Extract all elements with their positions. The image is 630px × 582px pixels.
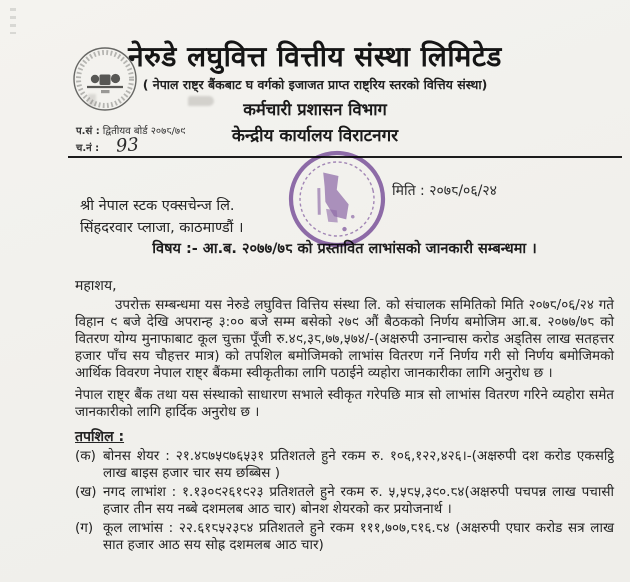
recipient-line-1: श्री नेपाल स्टक एक्सचेन्ज लि.	[80, 198, 235, 214]
letter-body	[0, 238, 630, 553]
org-name: नेरुडे लघुवित्त वित्तीय संस्था लिमिटेड	[128, 40, 502, 73]
body-paragraph-1: उपरोक्त सम्बन्धमा यस नेरुडे लघुवित्त वित्तिय संस्था लि. को संचालक समितिको मिति २०७८/०६/२४ गते विहान ९ बजे देखि अपरान्ह ३:०० बजे सम्म बसेको २७९ औं बैठकको निर्णय बमोजिम आ.ब. २०७७/७८ को वितरण योग्य मुनाफाबाट कूल चुक्ता पूँजी रु.४९,३८,७७,५७४/-(अक्षरुपी उनान्चास करोड अड्तिस लाख सतहत्तर हजार पाँच सय चौहत्तर मात्र) को तपशिल बमोजिमको लाभांस वितरण गर्ने निर्णय गरी सो निर्णय बमोजिमको आर्थिक विवरण नेपाल राष्ट्र बैंकमा स्वीकृतीका लागि पठाईने व्यहोरा जानकारीका लागि अनुरोध छ ।	[75, 297, 614, 381]
dispatch-number-value: 93	[115, 133, 140, 157]
details-heading: तपशिल :	[75, 429, 125, 446]
detail-item-label: (ख)	[75, 483, 97, 500]
detail-item-ga	[75, 520, 614, 554]
office-name: केन्द्रीय कार्यालय विराटनगर	[231, 126, 399, 147]
salutation: महाशय,	[75, 278, 117, 294]
detail-item-text: कूल लाभांस : २२.६१८५२३८४ प्रतिशतले हुने रकम १११,७०७,८१६.८४ (अक्षरुपी एघार करोड सत्र लाख सात हजार आठ सय सोह्र दशमलब आठ चार)	[103, 519, 614, 553]
body-paragraph-2: नेपाल राष्ट्र बैंक तथा यस संस्थाको साधारण सभाले स्वीकृत गरेपछि मात्र सो लाभांस वितरण गरिने व्यहोरा समेत जानकारीको लागि हार्दिक अनुरोध छ ।	[75, 387, 614, 421]
org-logo-seal-icon	[72, 46, 138, 112]
department-name: कर्मचारी प्रशासन विभाग	[243, 100, 387, 120]
reference-block	[76, 126, 185, 155]
detail-item-ka	[75, 448, 614, 482]
letterhead	[0, 0, 630, 158]
subject-line: विषय :- आ.ब. २०७७/७८ को प्रस्तावित लाभांसको जानकारी सम्बन्धमा ।	[152, 241, 537, 257]
ref-number-label: प.सं :	[76, 126, 100, 137]
org-subtitle: ( नेपाल राष्ट्र बैंकबाट घ वर्गको इजाजत प्राप्त राष्ट्रिय स्तरको वित्तिय संस्था)	[142, 77, 488, 93]
detail-item-kha	[75, 484, 614, 518]
detail-item-text: बोनस शेयर : २१.४८७५९७६५३१ प्रतिशतले हुने रकम रु. १०६,१२२,४२६।-(अक्षरुपी दश करोड एकसट्ठि लाख बाइस हजार चार सय छब्बिस )	[103, 448, 614, 481]
detail-item-text: नगद लाभांश : १.१३०९२६१९२३ प्रतिशतले हुने रकम रु. ५,५८५,३९०.८४(अक्षरुपी पचपन्न लाख पचासी हजार तीन सय नब्बे दशमलब आठ चार) बोनश शेयरको कर प्रयोजनार्थ ।	[103, 483, 614, 517]
dispatch-number-line	[76, 133, 185, 157]
date-line: मिति : २०७८/०६/२४	[392, 183, 497, 199]
detail-item-label: (क)	[75, 448, 96, 465]
recipient-address	[80, 196, 244, 240]
detail-item-label: (ग)	[75, 519, 94, 536]
recipient-line-2: सिंहदरवार प्लाजा, काठमाण्डौं ।	[80, 219, 244, 236]
ref-number-value: द्वितीयव बोर्ड २०७८/७९	[102, 126, 186, 137]
dispatch-number-label: च.नं :	[76, 142, 100, 154]
